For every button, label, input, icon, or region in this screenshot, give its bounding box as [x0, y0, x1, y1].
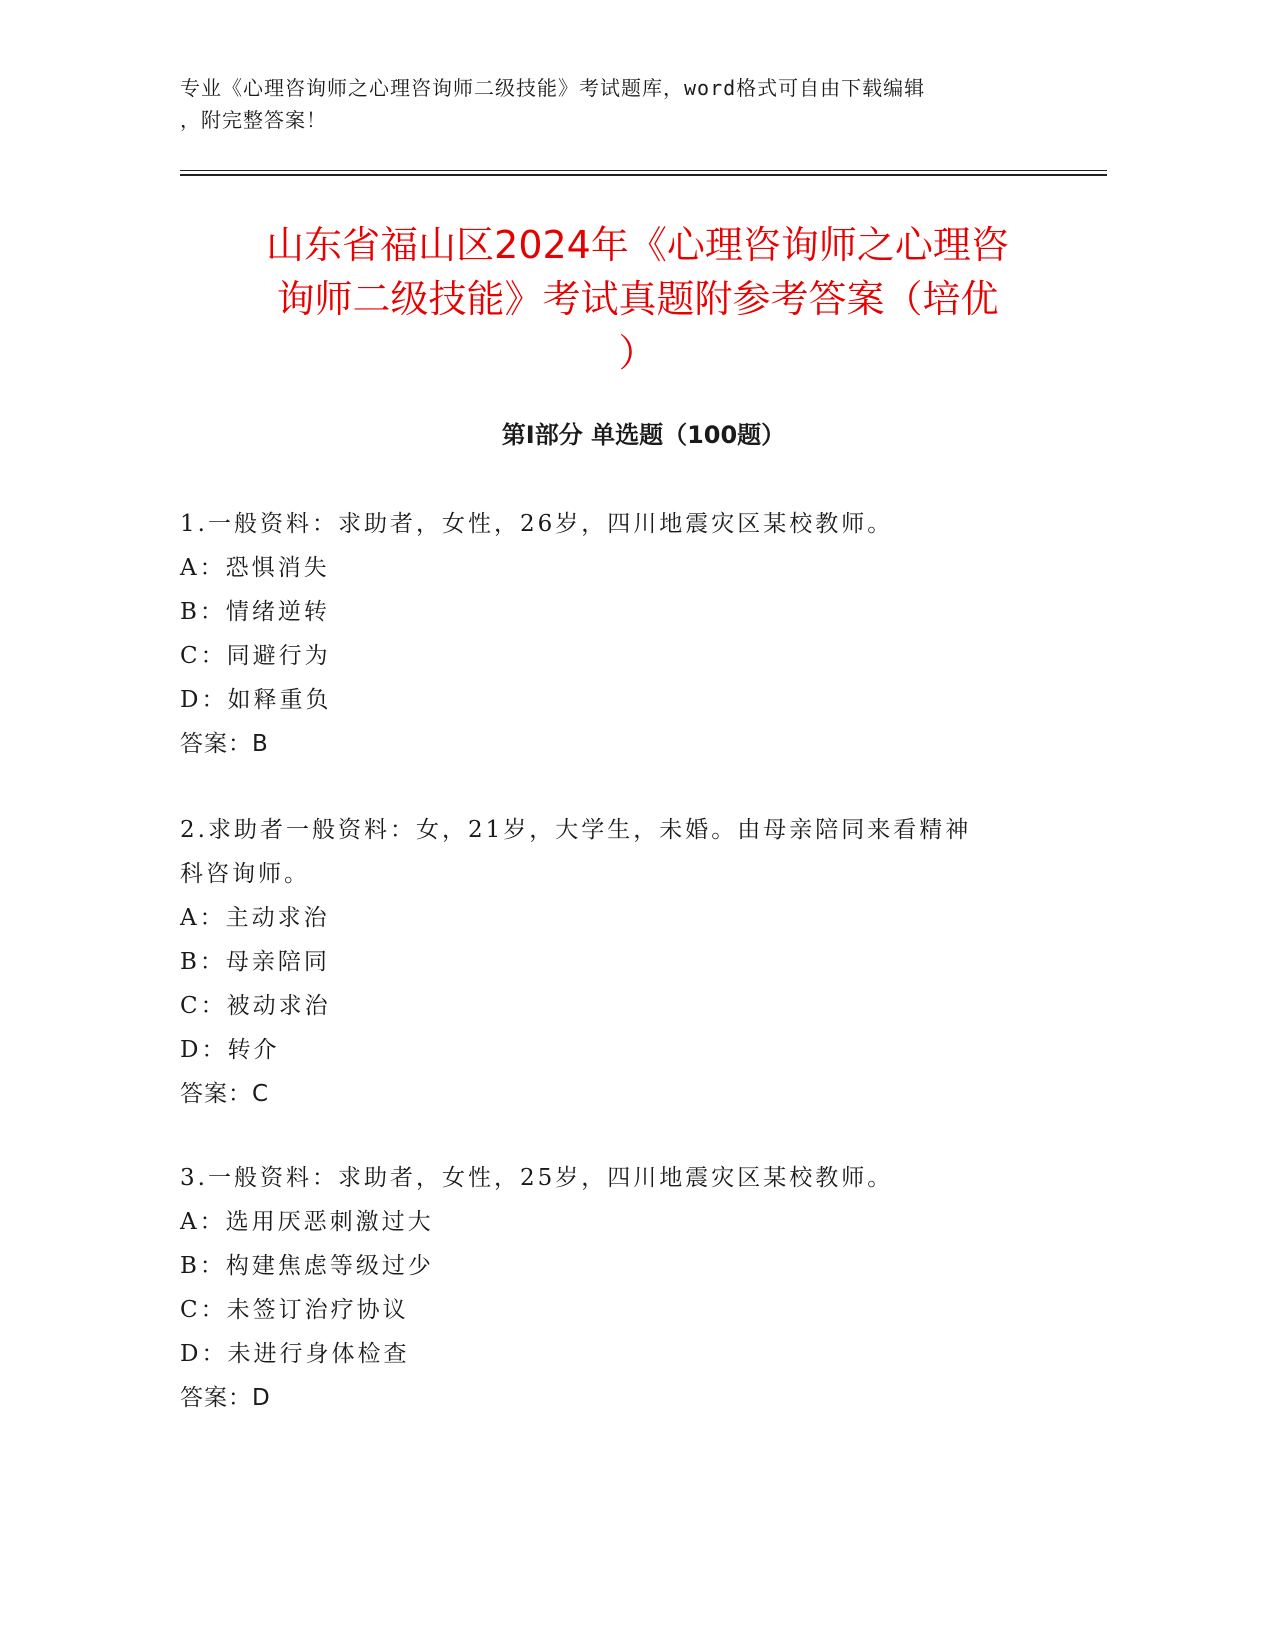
answer: 答案：D: [180, 1385, 271, 1411]
header-rule-bottom: [180, 174, 1107, 176]
header-rule-top: [180, 170, 1107, 171]
header-note-line-2: ，附完整答案！: [180, 108, 327, 132]
document-title-line-1: 山东省福山区2024年《心理咨询师之心理咨: [266, 223, 1009, 267]
section-heading: 第I部分 单选题（100题）: [501, 421, 786, 449]
option-d: D：未进行身体检查: [180, 1341, 410, 1367]
document-title-line-3: ）: [618, 331, 657, 375]
question-stem-continued: 科咨询师。: [180, 861, 310, 887]
question-2: [180, 808, 1040, 1116]
option-a: A：选用厌恶刺激过大: [180, 1209, 434, 1235]
option-d: D：如释重负: [180, 687, 332, 713]
answer: 答案：C: [180, 1081, 270, 1107]
option-c: C：未签订治疗协议: [180, 1297, 409, 1323]
option-a: A：恐惧消失: [180, 555, 330, 581]
option-c: C：被动求治: [180, 993, 331, 1019]
header-note: [180, 72, 1040, 136]
question-stem: 2.求助者一般资料：女，21岁，大学生，未婚。由母亲陪同来看精神: [180, 817, 972, 843]
document-title-line-2: 询师二级技能》考试真题附参考答案（培优: [276, 277, 999, 321]
option-b: B：母亲陪同: [180, 949, 330, 975]
option-c: C：同避行为: [180, 643, 331, 669]
answer: 答案：B: [180, 731, 269, 757]
option-d: D：转介: [180, 1037, 280, 1063]
document-title: [160, 218, 1115, 380]
question-3: [180, 1156, 1040, 1420]
option-a: A：主动求治: [180, 905, 330, 931]
option-b: B：构建焦虑等级过少: [180, 1253, 434, 1279]
question-stem: 3.一般资料：求助者，女性，25岁，四川地震灾区某校教师。: [180, 1165, 894, 1191]
option-b: B：情绪逆转: [180, 599, 330, 625]
question-1: [180, 502, 1040, 766]
header-note-line-1: 专业《心理咨询师之心理咨询师二级技能》考试题库，word格式可自由下载编辑: [180, 76, 926, 100]
question-stem: 1.一般资料：求助者，女性，26岁，四川地震灾区某校教师。: [180, 511, 894, 537]
